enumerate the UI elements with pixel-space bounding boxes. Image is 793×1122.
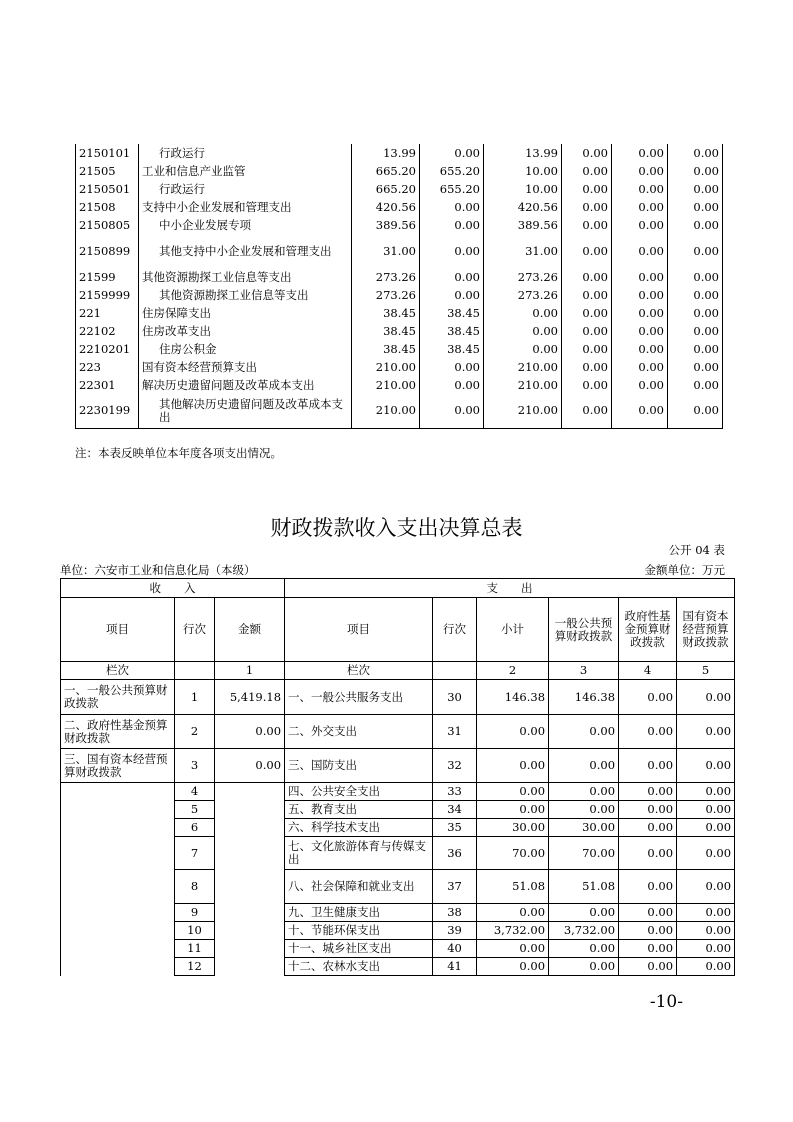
amount-cell: 0.00 (668, 358, 723, 376)
amount-cell: 0.00 (562, 322, 612, 340)
income-item (61, 922, 175, 940)
expense-line: 37 (433, 870, 477, 904)
amount-cell: 273.26 (484, 286, 562, 304)
money-unit: 金额单位：万元 (644, 563, 725, 577)
income-line: 1 (175, 680, 215, 715)
amount-cell: 273.26 (484, 268, 562, 286)
income-line: 11 (175, 940, 215, 958)
general-budget-amount: 30.00 (549, 819, 619, 837)
income-item (61, 819, 175, 837)
table-row (61, 680, 735, 715)
general-budget-amount: 0.00 (549, 749, 619, 783)
table-row (61, 922, 735, 940)
amount-cell: 38.45 (352, 322, 420, 340)
amount-cell: 0.00 (562, 198, 612, 216)
income-line: 2 (175, 715, 215, 749)
amount-cell: 0.00 (668, 162, 723, 180)
table-row (61, 819, 735, 837)
amount-cell: 0.00 (562, 286, 612, 304)
income-line: 6 (175, 819, 215, 837)
amount-cell: 0.00 (420, 358, 484, 376)
amount-cell: 0.00 (668, 144, 723, 162)
expense-item: 五、教育支出 (285, 801, 433, 819)
item-code: 2150101 (76, 144, 139, 162)
item-code: 2230199 (76, 394, 139, 428)
page-number: -10- (649, 992, 683, 1012)
lane-3: 3 (549, 662, 619, 680)
item-name: 解决历史遗留问题及改革成本支出 (139, 376, 352, 394)
income-line: 12 (175, 958, 215, 976)
expense-item: 九、卫生健康支出 (285, 904, 433, 922)
amount-cell: 10.00 (484, 162, 562, 180)
expense-item: 二、外交支出 (285, 715, 433, 749)
item-name: 其他支持中小企业发展和管理支出 (139, 234, 352, 268)
amount-cell: 0.00 (420, 286, 484, 304)
general-budget-amount: 0.00 (549, 715, 619, 749)
amount-cell: 0.00 (668, 376, 723, 394)
lane-blank-expense (433, 662, 477, 680)
item-name: 国有资本经营预算支出 (139, 358, 352, 376)
amount-cell: 273.26 (352, 268, 420, 286)
fund-budget-amount: 0.00 (619, 715, 677, 749)
income-amount (215, 904, 285, 922)
col-item: 项目 (61, 598, 175, 662)
table-row (76, 394, 723, 428)
capital-budget-amount: 0.00 (677, 922, 735, 940)
item-name: 其他资源勘探工业信息等支出 (139, 286, 352, 304)
amount-cell: 210.00 (352, 358, 420, 376)
general-budget-amount: 70.00 (549, 837, 619, 870)
amount-cell: 0.00 (612, 304, 668, 322)
amount-cell: 0.00 (612, 376, 668, 394)
table-row (61, 904, 735, 922)
expense-line: 39 (433, 922, 477, 940)
expense-line: 38 (433, 904, 477, 922)
fund-budget-amount: 0.00 (619, 922, 677, 940)
col-subtotal: 小计 (477, 598, 549, 662)
general-budget-amount: 0.00 (549, 904, 619, 922)
subtotal: 0.00 (477, 715, 549, 749)
subtotal: 70.00 (477, 837, 549, 870)
amount-cell: 0.00 (612, 144, 668, 162)
expense-line: 30 (433, 680, 477, 715)
col-capital-budget: 国有资本经营预算财政拨款 (677, 598, 735, 662)
amount-cell: 0.00 (562, 394, 612, 428)
item-name: 住房公积金 (139, 340, 352, 358)
item-name: 工业和信息产业监管 (139, 162, 352, 180)
amount-cell: 655.20 (420, 162, 484, 180)
amount-cell: 38.45 (352, 340, 420, 358)
item-code: 2210201 (76, 340, 139, 358)
amount-cell: 273.26 (352, 286, 420, 304)
amount-cell: 0.00 (420, 144, 484, 162)
income-amount (215, 870, 285, 904)
item-code: 221 (76, 304, 139, 322)
table-row (76, 322, 723, 340)
table-row (76, 198, 723, 216)
expense-item: 十二、农林水支出 (285, 958, 433, 976)
amount-cell: 0.00 (668, 340, 723, 358)
item-code: 21505 (76, 162, 139, 180)
amount-cell: 10.00 (484, 180, 562, 198)
table-row (76, 162, 723, 180)
income-amount: 0.00 (215, 749, 285, 783)
expense-header: 支 出 (285, 579, 735, 598)
income-item (61, 837, 175, 870)
expense-line: 31 (433, 715, 477, 749)
amount-cell: 0.00 (484, 304, 562, 322)
amount-cell: 31.00 (352, 234, 420, 268)
subtotal: 30.00 (477, 819, 549, 837)
lane-4: 4 (619, 662, 677, 680)
fund-budget-amount: 0.00 (619, 958, 677, 976)
capital-budget-amount: 0.00 (677, 801, 735, 819)
amount-cell: 0.00 (420, 216, 484, 234)
general-budget-amount: 0.00 (549, 940, 619, 958)
amount-cell: 0.00 (668, 198, 723, 216)
capital-budget-amount: 0.00 (677, 904, 735, 922)
table-row (76, 144, 723, 162)
expense-line: 35 (433, 819, 477, 837)
fund-budget-amount: 0.00 (619, 749, 677, 783)
general-budget-amount: 146.38 (549, 680, 619, 715)
amount-cell: 0.00 (484, 322, 562, 340)
table-row (76, 268, 723, 286)
item-code: 2150501 (76, 180, 139, 198)
income-amount: 5,419.18 (215, 680, 285, 715)
subtotal: 0.00 (477, 940, 549, 958)
income-amount (215, 783, 285, 801)
item-code: 21599 (76, 268, 139, 286)
col-general-budget: 一般公共预算财政拨款 (549, 598, 619, 662)
capital-budget-amount: 0.00 (677, 680, 735, 715)
amount-cell: 0.00 (562, 162, 612, 180)
item-name: 行政运行 (139, 144, 352, 162)
amount-cell: 0.00 (668, 216, 723, 234)
amount-cell: 38.45 (352, 304, 420, 322)
capital-budget-amount: 0.00 (677, 837, 735, 870)
income-item (61, 783, 175, 801)
capital-budget-amount: 0.00 (677, 819, 735, 837)
table-row (76, 340, 723, 358)
item-name: 住房改革支出 (139, 322, 352, 340)
lane-label-expense: 栏次 (285, 662, 433, 680)
expense-line: 41 (433, 958, 477, 976)
amount-cell: 0.00 (562, 304, 612, 322)
income-amount (215, 958, 285, 976)
amount-cell: 0.00 (612, 340, 668, 358)
expense-item: 三、国防支出 (285, 749, 433, 783)
income-line: 8 (175, 870, 215, 904)
general-budget-amount: 51.08 (549, 870, 619, 904)
expense-item: 七、文化旅游体育与传媒支出 (285, 837, 433, 870)
amount-cell: 0.00 (612, 394, 668, 428)
col-line: 行次 (175, 598, 215, 662)
item-code: 2150899 (76, 234, 139, 268)
table-row (61, 749, 735, 783)
income-amount (215, 922, 285, 940)
table-note: 注：本表反映单位本年度各项支出情况。 (75, 446, 282, 460)
lane-2: 2 (477, 662, 549, 680)
expense-item: 十一、城乡社区支出 (285, 940, 433, 958)
amount-cell: 0.00 (420, 394, 484, 428)
lane-blank (175, 662, 215, 680)
income-line: 10 (175, 922, 215, 940)
amount-cell: 420.56 (484, 198, 562, 216)
income-line: 7 (175, 837, 215, 870)
general-budget-amount: 0.00 (549, 783, 619, 801)
amount-cell: 0.00 (420, 198, 484, 216)
income-amount (215, 801, 285, 819)
amount-cell: 210.00 (484, 376, 562, 394)
col-amount: 金额 (215, 598, 285, 662)
amount-cell: 655.20 (420, 180, 484, 198)
item-code: 22102 (76, 322, 139, 340)
table-row (61, 715, 735, 749)
expense-line: 32 (433, 749, 477, 783)
item-code: 223 (76, 358, 139, 376)
income-item (61, 958, 175, 976)
lane-5: 5 (677, 662, 735, 680)
fund-budget-amount: 0.00 (619, 870, 677, 904)
amount-cell: 0.00 (668, 268, 723, 286)
amount-cell: 13.99 (484, 144, 562, 162)
table-row (61, 837, 735, 870)
item-code: 22301 (76, 376, 139, 394)
amount-cell: 0.00 (612, 358, 668, 376)
income-amount (215, 940, 285, 958)
table-row (76, 358, 723, 376)
col-line-expense: 行次 (433, 598, 477, 662)
amount-cell: 0.00 (612, 162, 668, 180)
subtotal: 146.38 (477, 680, 549, 715)
amount-cell: 0.00 (612, 268, 668, 286)
capital-budget-amount: 0.00 (677, 715, 735, 749)
income-line: 3 (175, 749, 215, 783)
table-row (61, 870, 735, 904)
income-item (61, 801, 175, 819)
expense-item: 六、科学技术支出 (285, 819, 433, 837)
table-row (61, 940, 735, 958)
income-amount (215, 819, 285, 837)
capital-budget-amount: 0.00 (677, 958, 735, 976)
table-row (76, 180, 723, 198)
table-row (61, 958, 735, 976)
amount-cell: 0.00 (612, 322, 668, 340)
amount-cell: 0.00 (562, 376, 612, 394)
amount-cell: 0.00 (562, 144, 612, 162)
item-name: 其他解决历史遗留问题及改革成本支出 (139, 394, 352, 428)
amount-cell: 389.56 (352, 216, 420, 234)
income-line: 4 (175, 783, 215, 801)
income-line: 5 (175, 801, 215, 819)
amount-cell: 0.00 (420, 234, 484, 268)
expense-item: 十、节能环保支出 (285, 922, 433, 940)
amount-cell: 210.00 (352, 394, 420, 428)
income-item (61, 904, 175, 922)
fund-budget-amount: 0.00 (619, 783, 677, 801)
amount-cell: 0.00 (668, 394, 723, 428)
summary-table (60, 578, 735, 976)
amount-cell: 0.00 (668, 322, 723, 340)
expense-line: 40 (433, 940, 477, 958)
amount-cell: 0.00 (562, 234, 612, 268)
amount-cell: 210.00 (484, 394, 562, 428)
subtotal: 3,732.00 (477, 922, 549, 940)
amount-cell: 0.00 (562, 340, 612, 358)
amount-cell: 0.00 (612, 234, 668, 268)
income-line: 9 (175, 904, 215, 922)
table-row (76, 216, 723, 234)
subtotal: 0.00 (477, 783, 549, 801)
amount-cell: 0.00 (612, 198, 668, 216)
col-fund-budget: 政府性基金预算财政拨款 (619, 598, 677, 662)
subtotal: 0.00 (477, 749, 549, 783)
amount-cell: 38.45 (420, 304, 484, 322)
amount-cell: 0.00 (562, 358, 612, 376)
fund-budget-amount: 0.00 (619, 837, 677, 870)
income-item: 一、一般公共预算财政拨款 (61, 680, 175, 715)
amount-cell: 0.00 (420, 376, 484, 394)
table-row (76, 376, 723, 394)
amount-cell: 38.45 (420, 340, 484, 358)
income-item (61, 870, 175, 904)
expense-item: 一、一般公共服务支出 (285, 680, 433, 715)
amount-cell: 0.00 (612, 286, 668, 304)
income-amount (215, 837, 285, 870)
general-budget-amount: 0.00 (549, 958, 619, 976)
amount-cell: 210.00 (484, 358, 562, 376)
amount-cell: 0.00 (668, 234, 723, 268)
amount-cell: 0.00 (668, 180, 723, 198)
income-header: 收 入 (61, 579, 285, 598)
item-code: 2159999 (76, 286, 139, 304)
amount-cell: 13.99 (352, 144, 420, 162)
amount-cell: 665.20 (352, 180, 420, 198)
general-budget-amount: 0.00 (549, 801, 619, 819)
income-amount: 0.00 (215, 715, 285, 749)
expense-detail-table (75, 144, 723, 429)
amount-cell: 0.00 (612, 180, 668, 198)
capital-budget-amount: 0.00 (677, 783, 735, 801)
amount-cell: 665.20 (352, 162, 420, 180)
general-budget-amount: 3,732.00 (549, 922, 619, 940)
table-row (61, 783, 735, 801)
amount-cell: 0.00 (484, 340, 562, 358)
capital-budget-amount: 0.00 (677, 870, 735, 904)
col-item-expense: 项目 (285, 598, 433, 662)
reporting-unit: 单位：六安市工业和信息化局（本级） (60, 563, 256, 577)
amount-cell: 0.00 (562, 216, 612, 234)
expense-item: 八、社会保障和就业支出 (285, 870, 433, 904)
expense-line: 33 (433, 783, 477, 801)
expense-item: 四、公共安全支出 (285, 783, 433, 801)
capital-budget-amount: 0.00 (677, 940, 735, 958)
page-title: 财政拨款收入支出决算总表 (270, 516, 523, 540)
table-row (76, 286, 723, 304)
amount-cell: 31.00 (484, 234, 562, 268)
amount-cell: 38.45 (420, 322, 484, 340)
amount-cell: 0.00 (668, 304, 723, 322)
item-name: 其他资源勘探工业信息等支出 (139, 268, 352, 286)
lane-1: 1 (215, 662, 285, 680)
lane-label: 栏次 (61, 662, 175, 680)
income-item: 二、政府性基金预算财政拨款 (61, 715, 175, 749)
table-row (76, 304, 723, 322)
amount-cell: 0.00 (562, 268, 612, 286)
subtotal: 51.08 (477, 870, 549, 904)
income-item (61, 940, 175, 958)
table-row (61, 801, 735, 819)
item-name: 中小企业发展专项 (139, 216, 352, 234)
expense-line: 34 (433, 801, 477, 819)
item-name: 住房保障支出 (139, 304, 352, 322)
fund-budget-amount: 0.00 (619, 819, 677, 837)
capital-budget-amount: 0.00 (677, 749, 735, 783)
subtotal: 0.00 (477, 958, 549, 976)
table-row (76, 234, 723, 268)
table-number: 公开 04 表 (668, 543, 725, 557)
amount-cell: 0.00 (420, 268, 484, 286)
item-name: 行政运行 (139, 180, 352, 198)
item-code: 2150805 (76, 216, 139, 234)
amount-cell: 0.00 (668, 286, 723, 304)
fund-budget-amount: 0.00 (619, 904, 677, 922)
amount-cell: 0.00 (562, 180, 612, 198)
amount-cell: 389.56 (484, 216, 562, 234)
fund-budget-amount: 0.00 (619, 801, 677, 819)
item-code: 21508 (76, 198, 139, 216)
item-name: 支持中小企业发展和管理支出 (139, 198, 352, 216)
amount-cell: 420.56 (352, 198, 420, 216)
fund-budget-amount: 0.00 (619, 940, 677, 958)
expense-line: 36 (433, 837, 477, 870)
subtotal: 0.00 (477, 801, 549, 819)
amount-cell: 210.00 (352, 376, 420, 394)
income-item: 三、国有资本经营预算财政拨款 (61, 749, 175, 783)
subtotal: 0.00 (477, 904, 549, 922)
fund-budget-amount: 0.00 (619, 680, 677, 715)
amount-cell: 0.00 (612, 216, 668, 234)
